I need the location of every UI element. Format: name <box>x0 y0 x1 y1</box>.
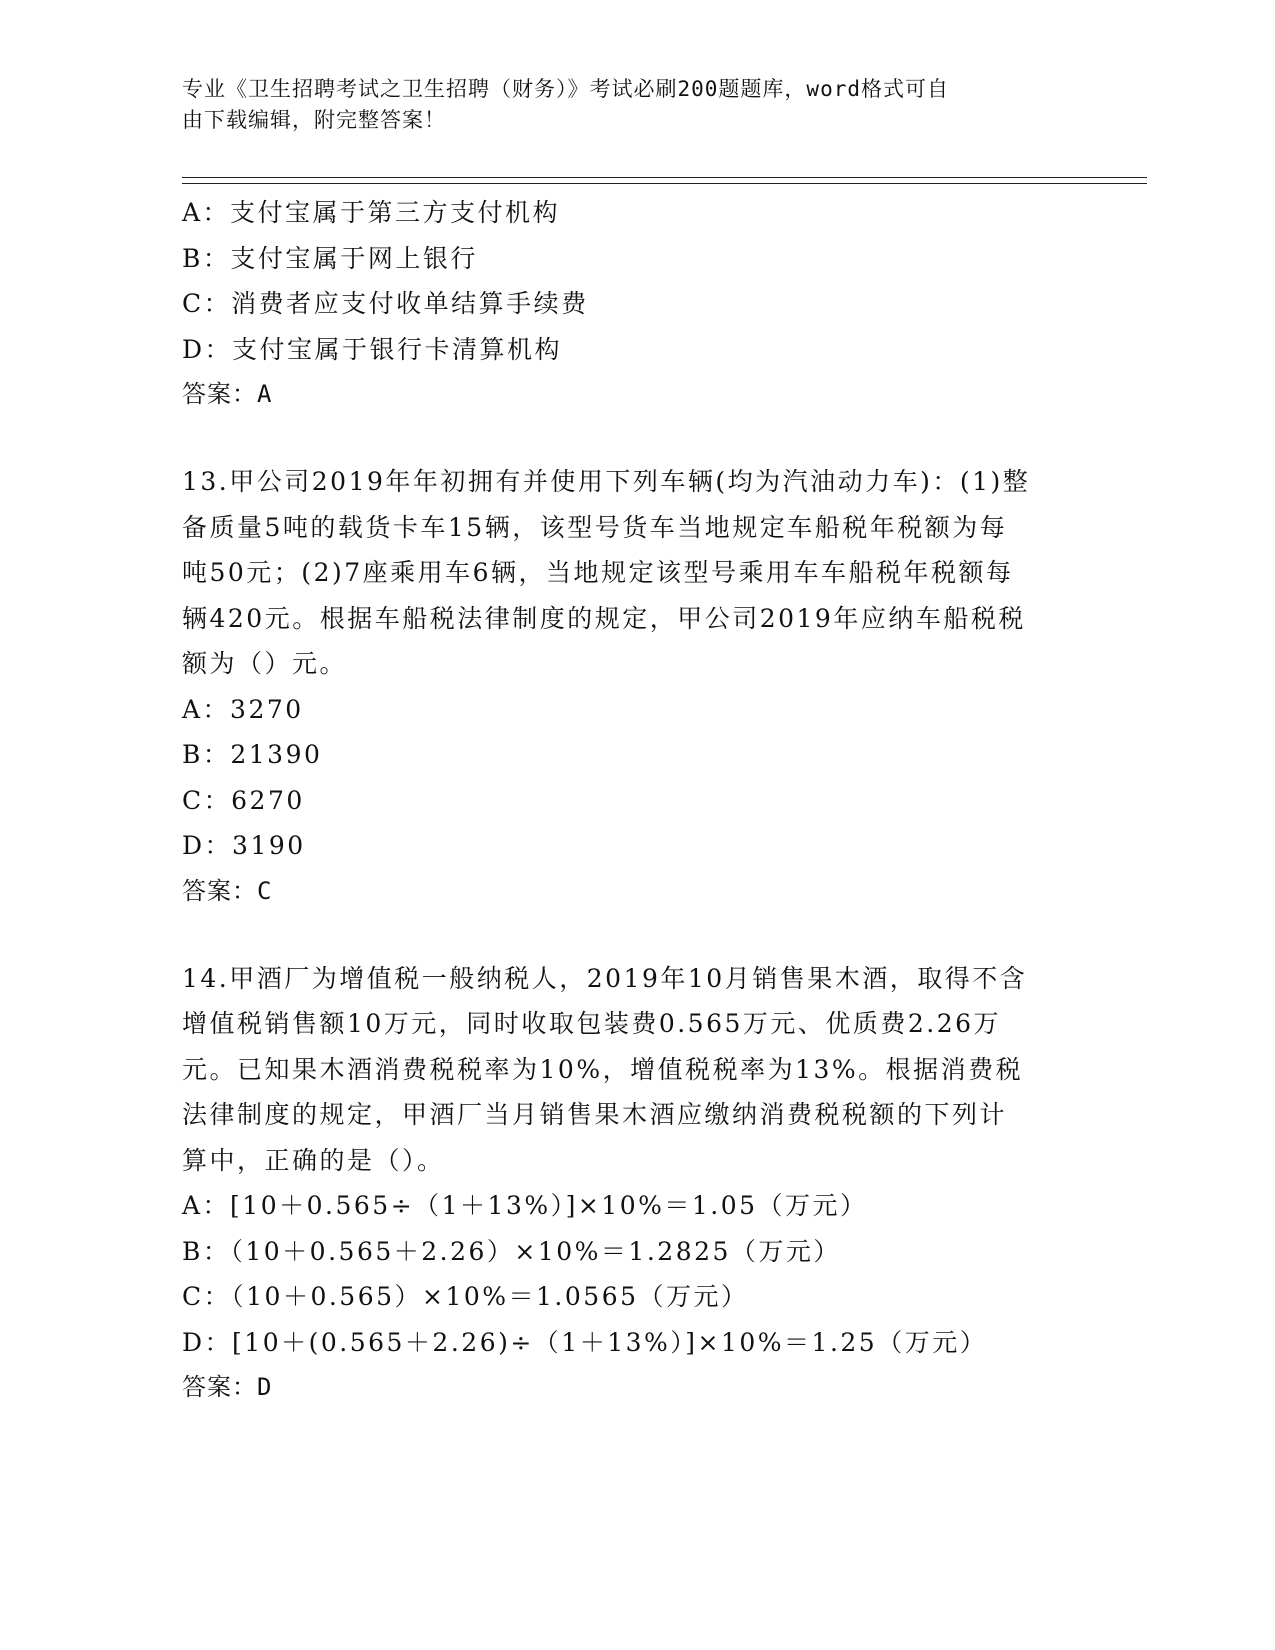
stem-line: 算中，正确的是（）。 <box>182 1145 445 1175</box>
option-c: C：（10＋0.565）×10%＝1.0565（万元） <box>182 1282 749 1311</box>
option-a: A：3270 <box>182 694 304 724</box>
option-a: A：[10＋0.565÷（1＋13%）]×10%＝1.05（万元） <box>182 1191 868 1220</box>
question-stem <box>182 459 1082 687</box>
option-a: A：支付宝属于第三方支付机构 <box>182 198 561 227</box>
stem-line: 辆420元。根据车船税法律制度的规定，甲公司2019年应纳车船税税 <box>182 603 1026 633</box>
document-header <box>182 74 1082 136</box>
stem-line: 法律制度的规定，甲酒厂当月销售果木酒应缴纳消费税税额的下列计 <box>182 1100 1008 1129</box>
option-c: C：6270 <box>182 785 305 815</box>
option-d: D：[10＋(0.565＋2.26)÷（1＋13%）]×10%＝1.25（万元） <box>182 1327 988 1357</box>
question-13 <box>182 459 1082 914</box>
header-line-1: 专业《卫生招聘考试之卫生招聘（财务）》考试必刷200题题库，word格式可自 <box>182 77 949 101</box>
question-14 <box>182 956 1082 1411</box>
answer-label: 答案： <box>182 1373 257 1401</box>
header-divider-top <box>182 177 1147 178</box>
stem-line: 元。已知果木酒消费税税率为10%，增值税税率为13%。根据消费税 <box>182 1054 1024 1084</box>
question-12 <box>182 190 1082 417</box>
question-list <box>182 190 1082 1410</box>
answer-value: D <box>257 1373 273 1401</box>
spacer <box>182 417 1082 459</box>
answer-label: 答案： <box>182 876 257 905</box>
stem-line: 备质量5吨的载货卡车15辆，该型号货车当地规定车船税年税额为每 <box>182 512 1008 542</box>
answer-value: A <box>257 380 273 408</box>
header-divider-bottom <box>182 183 1147 184</box>
answer-value: C <box>257 876 273 905</box>
option-c: C：消费者应支付收单结算手续费 <box>182 289 589 318</box>
spacer <box>182 914 1082 956</box>
stem-line: 增值税销售额10万元，同时收取包装费0.565万元、优质费2.26万 <box>182 1009 1002 1038</box>
answer-line <box>182 372 1082 417</box>
question-stem <box>182 956 1082 1184</box>
option-b: B：支付宝属于网上银行 <box>182 243 478 273</box>
stem-line: 额为（）元。 <box>182 649 348 678</box>
answer-line <box>182 869 1082 914</box>
stem-line: 13.甲公司2019年年初拥有并使用下列车辆(均为汽油动力车)：(1)整 <box>182 467 1031 496</box>
option-b: B：21390 <box>182 740 323 769</box>
option-d: D：支付宝属于银行卡清算机构 <box>182 334 563 364</box>
stem-line: 14.甲酒厂为增值税一般纳税人，2019年10月销售果木酒，取得不含 <box>182 963 1028 993</box>
answer-label: 答案： <box>182 380 257 408</box>
option-d: D：3190 <box>182 831 306 860</box>
option-b: B：（10＋0.565＋2.26）×10%＝1.2825（万元） <box>182 1236 841 1266</box>
stem-line: 吨50元；(2)7座乘用车6辆，当地规定该型号乘用车车船税年税额每 <box>182 558 1014 587</box>
header-line-2: 由下载编辑，附完整答案！ <box>182 108 446 132</box>
answer-line <box>182 1365 1082 1410</box>
